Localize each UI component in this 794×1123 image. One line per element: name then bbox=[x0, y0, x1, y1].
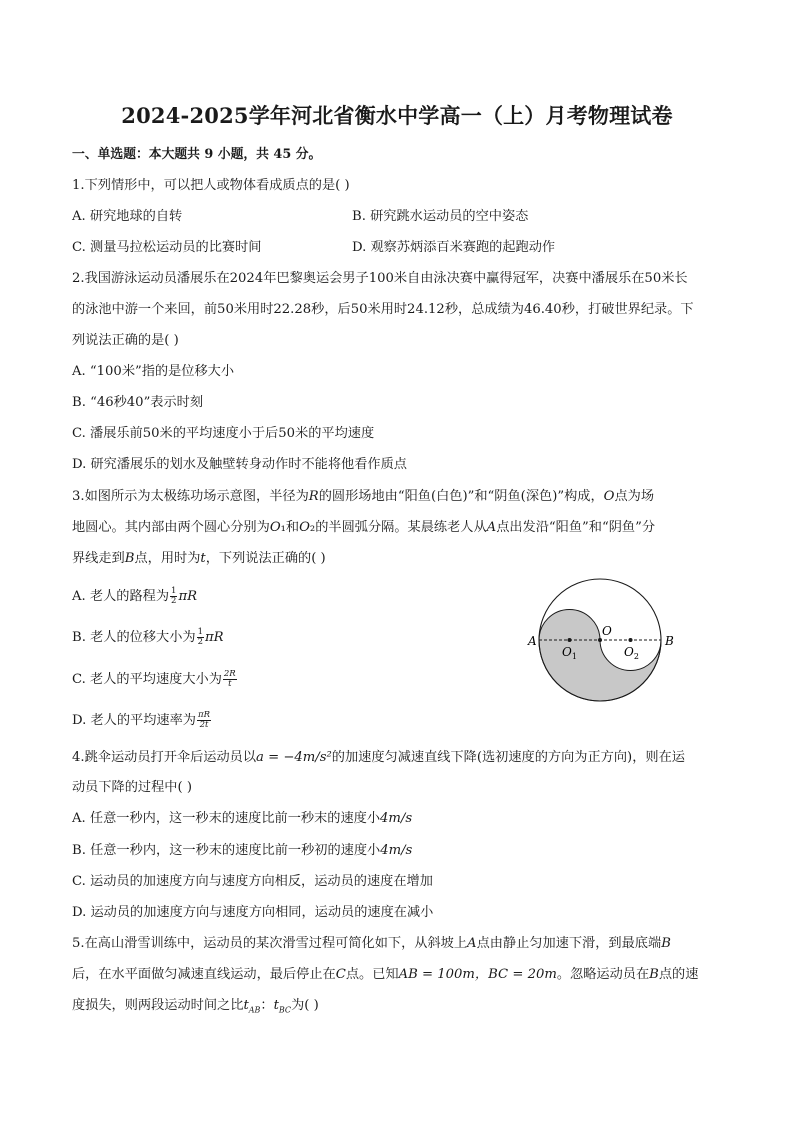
q3-option-a[interactable]: A. 老人的路程为 $\frac{1}{2}$ πR bbox=[72, 586, 198, 606]
yin-fish-region bbox=[539, 610, 661, 701]
q2-option-b[interactable]: B. “46秒40”表示时刻 bbox=[72, 395, 204, 410]
question-2-stem-line2: 的泳池中游一个来回，前50米用时22.28秒，后50米用时24.12秒，总成绩为46.40秒，打破世界纪录。下 bbox=[72, 302, 694, 317]
question-4-stem-line2: 动员下降的过程中( ) bbox=[72, 780, 192, 795]
q1-option-b[interactable]: B. 研究跳水运动员的空中姿态 bbox=[352, 209, 529, 224]
question-3-stem-line2: 地圆心。其内部由两个圆心分别为O₁和O₂的半圆弧分隔。某晨练老人从A点出发沿“阳鱼”和“阴鱼”分 bbox=[72, 520, 656, 535]
question-5-stem-line2: 后，在水平面做匀减速直线运动，最后停止在C点。已知AB = 100m，BC = 20m。忽略运动员在B点的速 bbox=[72, 967, 699, 982]
section-heading: 一、单选题：本大题共 9 小题，共 45 分。 bbox=[72, 147, 322, 162]
q3-option-b[interactable]: B. 老人的位移大小为 $\frac{1}{2}$ πR bbox=[72, 627, 224, 647]
question-2-stem-line3: 列说法正确的是( ) bbox=[72, 333, 179, 348]
q3-option-c[interactable]: C. 老人的平均速度大小为 $\frac{2R}{t}$ bbox=[72, 669, 236, 689]
point-o1 bbox=[568, 638, 572, 642]
label-o2: $O_2$ bbox=[624, 645, 639, 661]
q1-option-c[interactable]: C. 测量马拉松运动员的比赛时间 bbox=[72, 240, 262, 255]
q1-option-a[interactable]: A. 研究地球的自转 bbox=[72, 209, 183, 224]
q3-option-d[interactable]: D. 老人的平均速率为 $\frac{\pi R}{2t}$ bbox=[72, 710, 210, 730]
question-2-stem-line1: 2.我国游泳运动员潘展乐在2024年巴黎奥运会男子100米自由泳决赛中赢得冠军，决赛中潘展乐在50米长 bbox=[72, 271, 688, 286]
question-3-stem-line1: 3.如图所示为太极练功场示意图，半径为R的圆形场地由“阳鱼(白色)”和“阴鱼(深色)”构成，O点为场 bbox=[72, 489, 655, 504]
q2-option-a[interactable]: A. “100米”指的是位移大小 bbox=[72, 364, 235, 379]
q2-option-d[interactable]: D. 研究潘展乐的划水及触壁转身动作时不能将他看作质点 bbox=[72, 457, 407, 472]
q4-option-d[interactable]: D. 运动员的加速度方向与速度方向相同，运动员的速度在减小 bbox=[72, 905, 434, 920]
page-title: 2024-2025学年河北省衡水中学高一（上）月考物理试卷 bbox=[121, 103, 673, 128]
label-a: A bbox=[528, 634, 537, 648]
question-5-stem-line3: 度损失，则两段运动时间之比$t_{AB}$：$t_{BC}$为( ) bbox=[72, 998, 319, 1015]
point-o2 bbox=[629, 638, 633, 642]
question-4-stem-line1: 4.跳伞运动员打开伞后运动员以a = −4m/s²的加速度匀减速直线下降(选初速度的方向为正方向)，则在运 bbox=[72, 750, 685, 765]
point-o bbox=[598, 638, 602, 642]
q4-option-a[interactable]: A. 任意一秒内，这一秒末的速度比前一秒末的速度小4m/s bbox=[72, 811, 413, 826]
question-5-stem-line1: 5.在高山滑雪训练中，运动员的某次滑雪过程可简化如下，从斜坡上A点由静止匀加速下滑，到最底端B bbox=[72, 936, 671, 951]
question-1-stem: 1.下列情形中，可以把人或物体看成质点的是( ) bbox=[72, 178, 350, 193]
label-b: B bbox=[665, 634, 674, 648]
label-o1: $O_1$ bbox=[562, 645, 577, 661]
q4-option-c[interactable]: C. 运动员的加速度方向与速度方向相反，运动员的速度在增加 bbox=[72, 874, 433, 889]
question-3-stem-line3: 界线走到B点，用时为t，下列说法正确的( ) bbox=[72, 551, 326, 566]
q1-option-d[interactable]: D. 观察苏炳添百米赛跑的起跑动作 bbox=[352, 240, 556, 255]
q4-option-b[interactable]: B. 任意一秒内，这一秒末的速度比前一秒初的速度小4m/s bbox=[72, 843, 413, 858]
label-o: O bbox=[602, 624, 612, 638]
q2-option-c[interactable]: C. 潘展乐前50米的平均速度小于后50米的平均速度 bbox=[72, 426, 375, 441]
taiji-diagram bbox=[524, 572, 694, 712]
